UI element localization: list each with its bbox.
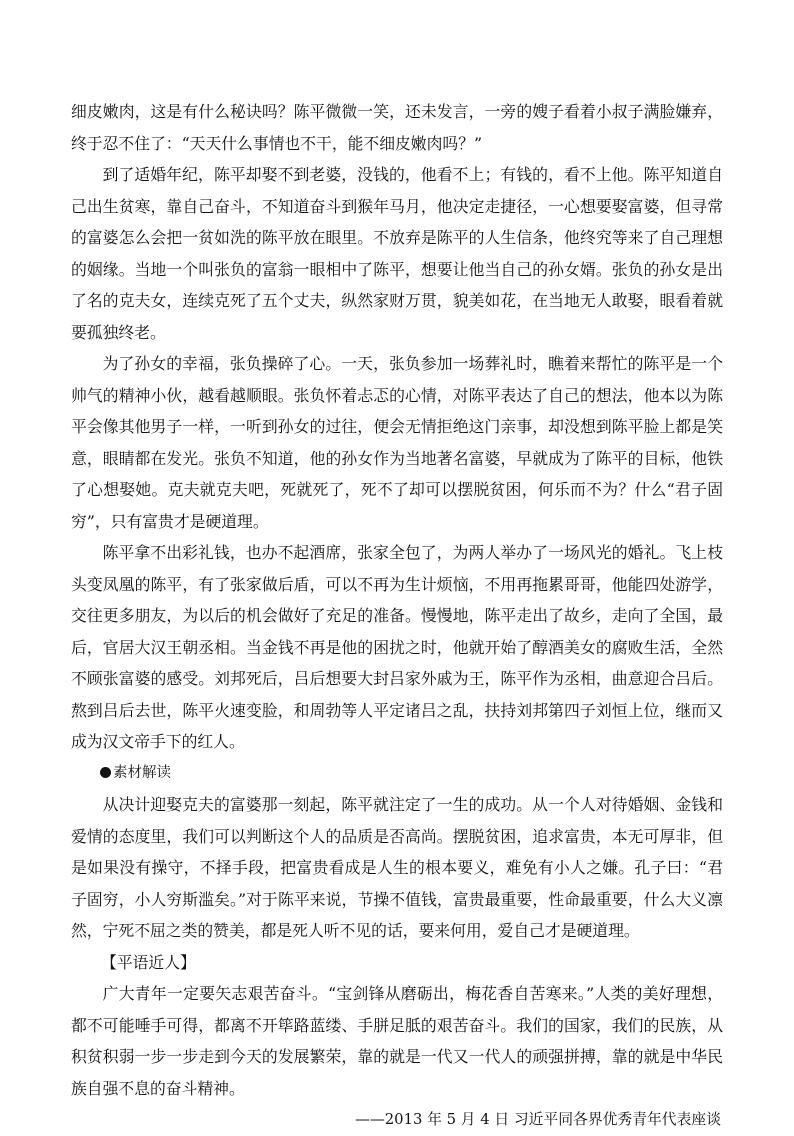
section-heading-label: 素材解读: [113, 764, 171, 781]
quote-attribution: ——2013 年 5 月 4 日 习近平同各界优秀青年代表座谈: [355, 1111, 721, 1128]
section-heading-interpretation: [71, 758, 723, 790]
section-heading-quotes: 【平语近人】: [101, 952, 196, 972]
paragraph-quote: 广大青年一定要矢志艰苦奋斗。“宝剑锋从磨砺出，梅花香自苦寒来。”人类的美好理想，都不可能唾手可得，都离不开筚路蓝缕、手胼足胝的艰苦奋斗。我们的国家，我们的民族，从积贫积弱一步一步走到今天的发展繁荣，靠的就是一代又一代人的顽强拼搏，靠的就是中华民族自强不息的奋斗精神。: [71, 984, 723, 1098]
document-body: [71, 96, 723, 1136]
paragraph-zhangfu: 为了孙女的幸福，张负操碎了心。一天，张负参加一场葬礼时，瞧着来帮忙的陈平是一个帅气的精神小伙，越看越顺眼。张负怀着忐忑的心情，对陈平表达了自己的想法，他本以为陈平会像其他男子一样，一听到孙女的过往，便会无情拒绝这门亲事，却没想到陈平脸上都是笑意，眼睛都在发光。张负不知道，他的孙女作为当地著名富婆，早就成为了陈平的目标，他铁了心想娶她。克夫就克夫吧，死就死了，死不了却可以摆脱贫困，何乐而不为？什么“君子固穷”，只有富贵才是硬道理。: [71, 354, 723, 531]
bullet-icon: [100, 767, 111, 778]
paragraph-marriage: 到了适婚年纪，陈平却娶不到老婆，没钱的，他看不上；有钱的，看不上他。陈平知道自己出生贫寒，靠自己奋斗，不知道奋斗到猴年马月，他决定走捷径，一心想要娶富婆，但寻常的富婆怎么会把一贫如洗的陈平放在眼里。不放弃是陈平的人生信条，他终究等来了自己理想的姻缘。当地一个叫张负的富翁一眼相中了陈平，想要让他当自己的孙女婿。张负的孙女是出了名的克夫女，连续克死了五个丈夫，纵然家财万贯，貌美如花，在当地无人敢娶，眼看着就要孤独终老。: [71, 165, 723, 342]
paragraph-wedding: 陈平拿不出彩礼钱，也办不起酒席，张家全包了，为两人举办了一场风光的婚礼。飞上枝头变凤凰的陈平，有了张家做后盾，可以不再为生计烦恼，不用再拖累哥哥，他能四处游学，交往更多朋友，为以后的机会做好了充足的准备。慢慢地，陈平走出了故乡，走向了全国，最后，官居大汉王朝丞相。当金钱不再是他的困扰之时，他就开始了醇酒美女的腐败生活，全然不顾张富婆的感受。刘邦死后，吕后想要大封吕家外戚为王，陈平作为丞相，曲意迎合吕后。熬到吕后去世，陈平火速变脸，和周勃等人平定诸吕之乱，扶持刘邦第四子刘恒上位，继而又成为汉文帝手下的红人。: [71, 543, 723, 751]
paragraph-interpretation: 从决计迎娶克夫的富婆那一刻起，陈平就注定了一生的成功。从一个人对待婚姻、金钱和爱情的态度里，我们可以判断这个人的品质是否高尚。摆脱贫困，追求富贵，本无可厚非，但是如果没有操守，不择手段，把富贵看成是人生的根本要义，难免有小人之嫌。孔子曰：“君子固穷，小人穷斯滥矣。”对于陈平来说，节操不值钱，富贵最重要，性命最重要，什么大义凛然，宁死不屈之类的赞美，都是死人听不见的话，要来何用，爱自己才是硬道理。: [71, 795, 723, 940]
paragraph-continuation: 细皮嫩肉，这是有什么秘诀吗？陈平微微一笑，还未发言，一旁的嫂子看着小叔子满脸嫌弃，终于忍不住了：“天天什么事情也不干，能不细皮嫩肉吗？”: [71, 102, 723, 153]
